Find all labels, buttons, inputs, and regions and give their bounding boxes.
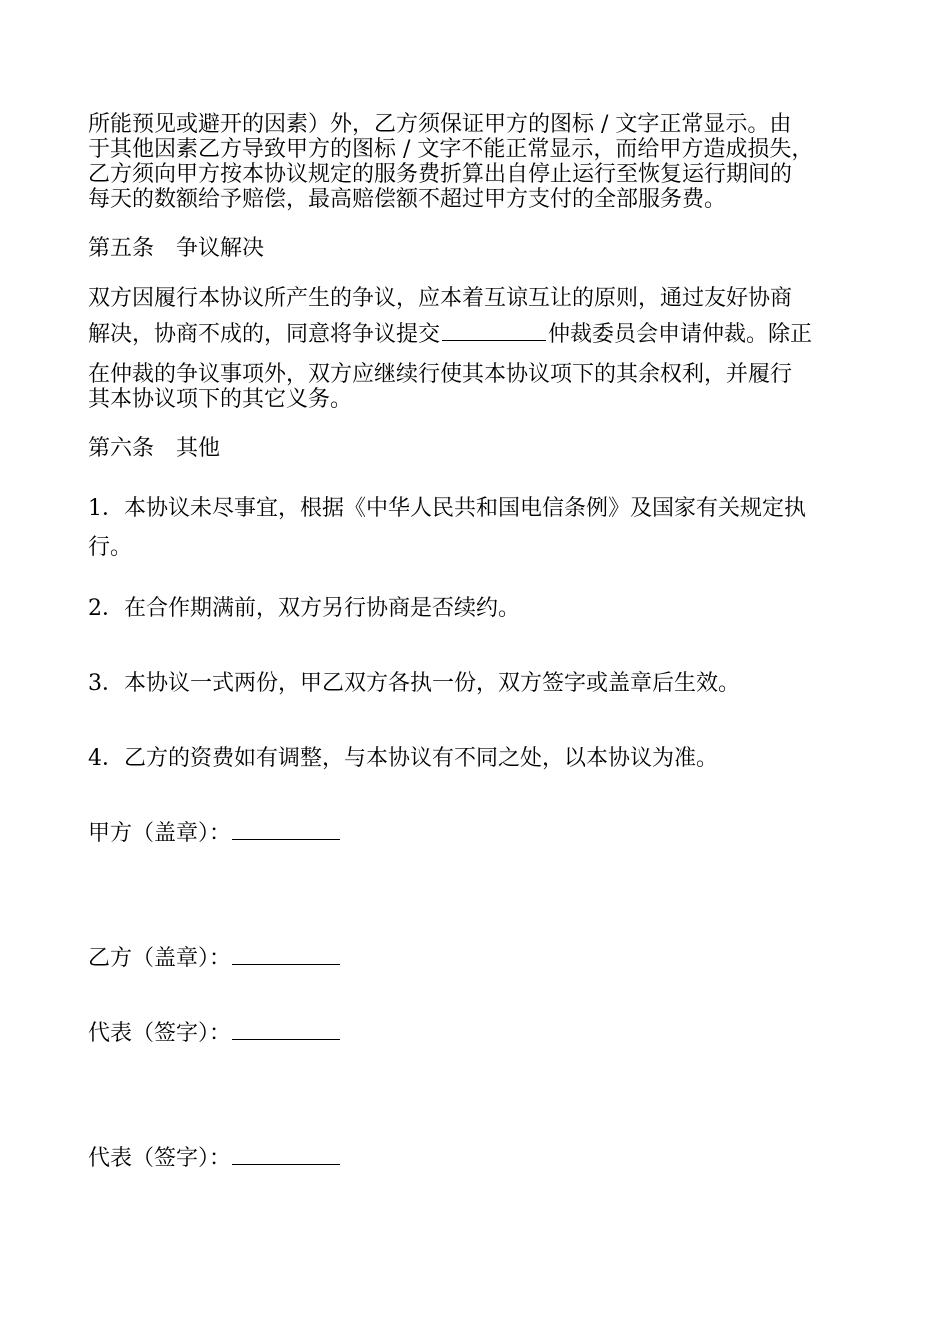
paragraph-line: 在仲裁的争议事项外，双方应继续行使其本协议项下的其余权利，并履行 xyxy=(88,362,793,387)
list-item: 4．乙方的资费如有调整，与本协议有不同之处，以本协议为准。 xyxy=(88,746,718,771)
list-item-continuation: 行。 xyxy=(88,535,133,560)
party-b-seal-line xyxy=(88,946,340,972)
paragraph-line-with-blank xyxy=(88,322,812,348)
paragraph-line: 其本协议项下的其它义务。 xyxy=(88,387,353,412)
paragraph-line: 于其他因素乙方导致甲方的图标 / 文字不能正常显示，而给甲方造成损失， xyxy=(88,137,814,162)
signature-label: 甲方（盖章）： xyxy=(88,821,232,846)
list-item: 1．本协议未尽事宜，根据《中华人民共和国电信条例》及国家有关规定执 xyxy=(88,496,806,521)
signature-blank xyxy=(232,946,340,965)
paragraph-line: 乙方须向甲方按本协议规定的服务费折算出自停止运行至恢复运行期间的 xyxy=(88,162,793,187)
signature-label: 乙方（盖章）： xyxy=(88,946,232,971)
arbitration-commission-blank xyxy=(442,322,546,341)
article-6-heading: 第六条 其他 xyxy=(88,436,221,461)
paragraph-line: 所能预见或避开的因素）外，乙方须保证甲方的图标 / 文字正常显示。由 xyxy=(88,112,792,137)
paragraph-line: 双方因履行本协议所产生的争议，应本着互谅互让的原则，通过友好协商 xyxy=(88,286,793,311)
signature-label: 代表（签字）： xyxy=(88,1021,232,1046)
signature-blank xyxy=(232,1146,340,1165)
representative-signature-line xyxy=(88,1021,340,1047)
list-item: 3．本协议一式两份，甲乙双方各执一份，双方签字或盖章后生效。 xyxy=(88,671,740,696)
signature-label: 代表（签字）： xyxy=(88,1146,232,1171)
signature-blank xyxy=(232,1021,340,1040)
list-item: 2．在合作期满前，双方另行协商是否续约。 xyxy=(88,596,520,621)
party-a-seal-line xyxy=(88,821,340,847)
signature-blank xyxy=(232,821,340,840)
paragraph-text: 仲裁委员会申请仲裁。除正 xyxy=(548,322,813,347)
article-5-heading: 第五条 争议解决 xyxy=(88,236,265,261)
paragraph-text: 解决，协商不成的，同意将争议提交 xyxy=(88,322,441,347)
representative-signature-line xyxy=(88,1146,340,1172)
paragraph-line: 每天的数额给予赔偿，最高赔偿额不超过甲方支付的全部服务费。 xyxy=(88,187,727,212)
